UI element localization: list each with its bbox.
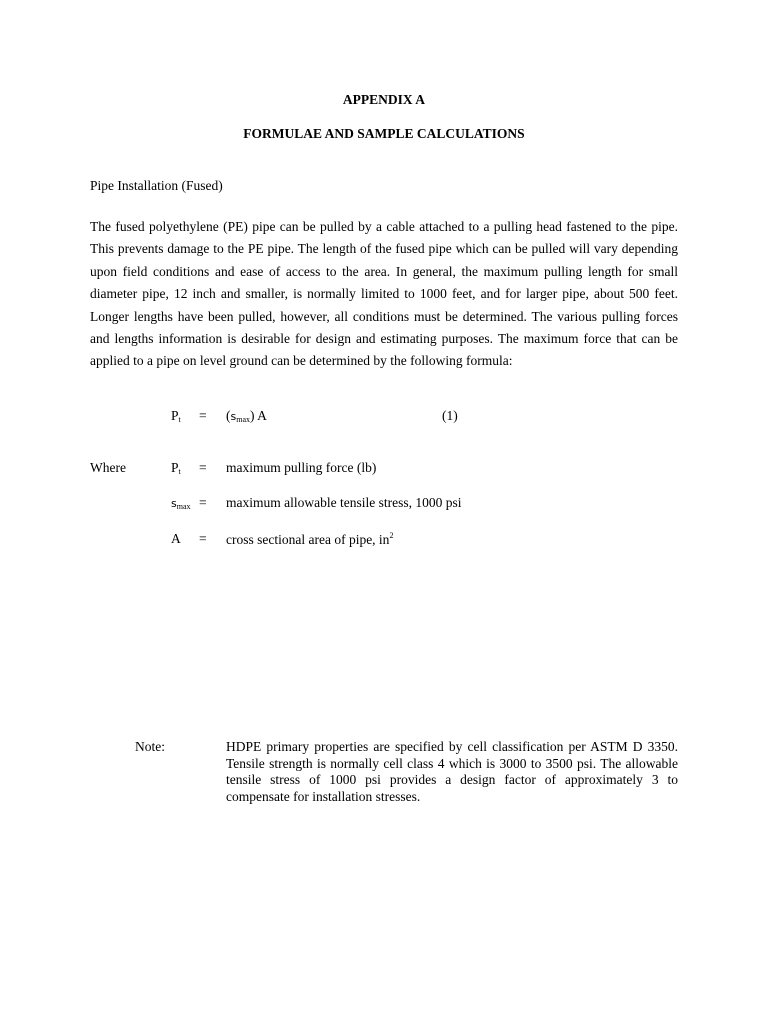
section-title: FORMULAE AND SAMPLE CALCULATIONS (243, 126, 525, 141)
definition-equals: = (199, 460, 207, 475)
equation-lhs (171, 408, 181, 424)
equation-equals: = (199, 408, 207, 423)
equation-rhs (226, 408, 267, 424)
def-symbol: P (171, 460, 179, 475)
def-symbol: s (171, 497, 177, 510)
def-superscript: 2 (389, 531, 394, 540)
lhs-subscript: t (178, 415, 181, 424)
rhs-subscript: max (236, 415, 251, 424)
equation-1 (0, 408, 768, 428)
definition-equals: = (199, 495, 207, 510)
definition-text: maximum allowable tensile stress, 1000 psi (226, 495, 462, 510)
def-text: cross sectional area of pipe, in (226, 532, 390, 547)
intro-paragraph: The fused polyethylene (PE) pipe can be pulled by a cable attached to a pulling head fastened to the pipe. This prevents damage to the PE pipe. The length of the fused pipe which can be pulled will vary depending upon field conditions and ease of access to the area. In general, the maximum pulling length for small diameter pipe, 12 inch and smaller, is normally limited to 1000 feet, and for larger pipe, about 500 feet. Longer lengths have been pulled, however, all conditions must be determined. The various pulling forces and lengths information is desirable for design and estimating purposes. The maximum force that can be applied to a pipe on level ground can be determined by the following formula: (90, 219, 678, 369)
definition-equals: = (199, 531, 207, 546)
note-text: HDPE primary properties are specified by cell classification per ASTM D 3350. Tensile strength is normally cell class 4 which is 3000 to 3500 psi. The allowable tensile stress of 1000 psi provides a design factor of approximately 3 to compensate for installation stresses. (226, 739, 678, 804)
definition-row (0, 460, 768, 480)
rhs-close: ) A (250, 408, 267, 423)
note-label: Note: (135, 739, 165, 754)
rhs-open: ( (226, 408, 231, 423)
definition-text (226, 531, 393, 548)
appendix-title: APPENDIX A (342, 92, 426, 107)
def-subscript: t (178, 467, 181, 476)
definition-row (0, 495, 768, 515)
definition-symbol: A (171, 531, 181, 546)
def-subscript: max (176, 502, 191, 511)
definition-row (0, 531, 768, 551)
where-label: Where (90, 460, 126, 475)
definition-symbol (171, 460, 181, 476)
definition-symbol (171, 495, 191, 511)
definition-text: maximum pulling force (lb) (226, 460, 377, 475)
rhs-symbol: s (230, 410, 237, 423)
equation-number: (1) (442, 408, 458, 423)
lhs-symbol: P (171, 408, 179, 423)
subheading: Pipe Installation (Fused) (90, 178, 223, 193)
